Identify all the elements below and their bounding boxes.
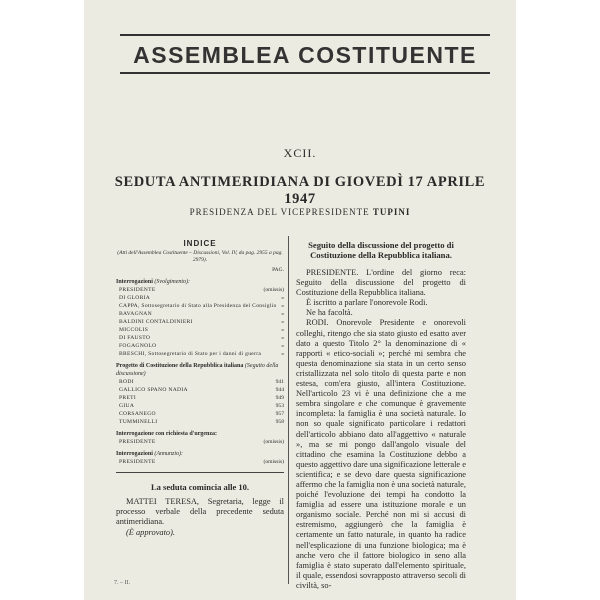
index-row: BRESCHI, Sottosegretario di Stato per i danni di guerra »	[119, 351, 284, 357]
header-rule-top	[120, 34, 490, 36]
index-section-heading: Interrogazioni (Svolgimento):	[116, 279, 191, 285]
index-row: PRESIDENTE (omissis)	[119, 459, 284, 465]
paragraph: PRESIDENTE. L'ordine del giorno reca: Seguito della discussione del progetto di Costituzione della Repubblica italiana.	[296, 268, 466, 298]
index-title: INDICE	[183, 239, 217, 248]
presidency-line	[104, 207, 496, 217]
discussion-heading: Seguito della discussione del progetto di Costituzione della Repubblica italiana.	[308, 240, 454, 260]
opening-paragraph: MATTEI TERESA, Segretaria, legge il processo verbale della precedente seduta antimeridiana.	[116, 497, 284, 527]
index-row: FOGAGNOLO »	[119, 343, 284, 349]
index-row: MICCOLIS »	[119, 327, 284, 333]
session-start-line: La seduta comincia alle 10.	[151, 482, 249, 492]
index-row: PRETI 949	[119, 395, 284, 401]
index-row: GALLICO SPANO NADIA 944	[119, 387, 284, 393]
index-row: DI GLORIA »	[119, 295, 284, 301]
column-divider	[288, 236, 289, 584]
index-row: RODI 941	[119, 379, 284, 385]
index-row: TUMMINELLI 958	[119, 419, 284, 425]
document-page	[84, 0, 516, 600]
header-rule-bottom	[120, 72, 490, 74]
index-section-heading: Interrogazione con richiesta d'urgenza:	[116, 431, 218, 437]
index-section	[116, 362, 284, 426]
page-header: ASSEMBLEA COSTITUENTE	[133, 42, 477, 68]
index-section-heading: Interrogazioni (Annunzio):	[116, 451, 184, 457]
index-section-heading: Progetto di Costituzione della Repubblica italiana (Seguito della discussione)	[116, 363, 279, 377]
index-section	[116, 278, 284, 358]
session-number: XCII.	[283, 146, 317, 160]
paragraph: Ne ha facoltà.	[306, 308, 353, 318]
index-subtitle: (Atti dell'Assemblea Costituente – Discussioni, Vol. IV, da pag. 2955 a pag. 2979).	[117, 250, 283, 263]
approved-note: (È approvato).	[126, 527, 175, 537]
index-row: CAPPA, Sottosegretario di Stato alla Presidenza del Consiglio »	[119, 303, 284, 309]
paragraph: È iscritto a parlare l'onorevole Rodi.	[306, 298, 428, 308]
left-column	[116, 240, 284, 538]
page-footer-mark: 7. – II.	[114, 580, 130, 586]
index-row: BAVAGNAN »	[119, 311, 284, 317]
right-column	[296, 240, 466, 591]
index-row: DI FAUSTO »	[119, 335, 284, 341]
index-row: PRESIDENTE (omissis)	[119, 287, 284, 293]
index-section	[116, 430, 284, 446]
index-pag-label: PAG.	[272, 267, 284, 273]
index-row: CORSANEGO 957	[119, 411, 284, 417]
index-section	[116, 450, 284, 466]
index-row: PRESIDENTE (omissis)	[119, 439, 284, 445]
index-separator	[116, 472, 284, 473]
index-row: BALDINI CONTALDINIERI »	[119, 319, 284, 325]
presidency-name: TUPINI	[372, 207, 411, 217]
index-row: GIUA 953	[119, 403, 284, 409]
paragraph: RODI. Onorevole Presidente e onorevoli colleghi, ritengo che sia stato giusto ed esatto aver dato a questo Titolo 2° la denominazione di « rapporti « etico-sociali »; perché mi sembra che questa denominazione sia stata in un certo senso cristallizzata nel solo titolo di questa parte e non estesa, com'era giusto, all'intera Costituzione. Nell'articolo 23 vi è una definizione che a me sembra singolare e che comunque è gravemente incompleta: la famiglia è una società naturale. Io non so quale significato particolare i redattori dell'articolo abbiano dato all'aggettivo « naturale », ma se mi pongo dall'angolo visuale del cittadino che esamina la Costituzione debbo a questo aggettivo dare una significazione letterale e scientifica; e se devo dare questa significazione affermo che la famiglia non è una società naturale, poiché l'evoluzione dei tempi ha condotto la famiglia ad essere una istituzione morale e un organismo sociale. Perché non mi si accusi di estremismo, aggiungerò che la famiglia è certamente un fatto naturale, in quanto ha radice nell'esplicazione di una funzione biologica; ma è anche vero che il fattore biologico in seno alla famiglia è stato superato dall'elemento spirituale, il quale, essendosi sovrapposto attraverso secoli di civiltà, so-	[296, 318, 466, 590]
session-title: SEDUTA ANTIMERIDIANA DI GIOVEDÌ 17 APRILE 1947	[114, 174, 486, 207]
presidency-label: PRESIDENZA DEL VICEPRESIDENTE	[189, 207, 370, 217]
